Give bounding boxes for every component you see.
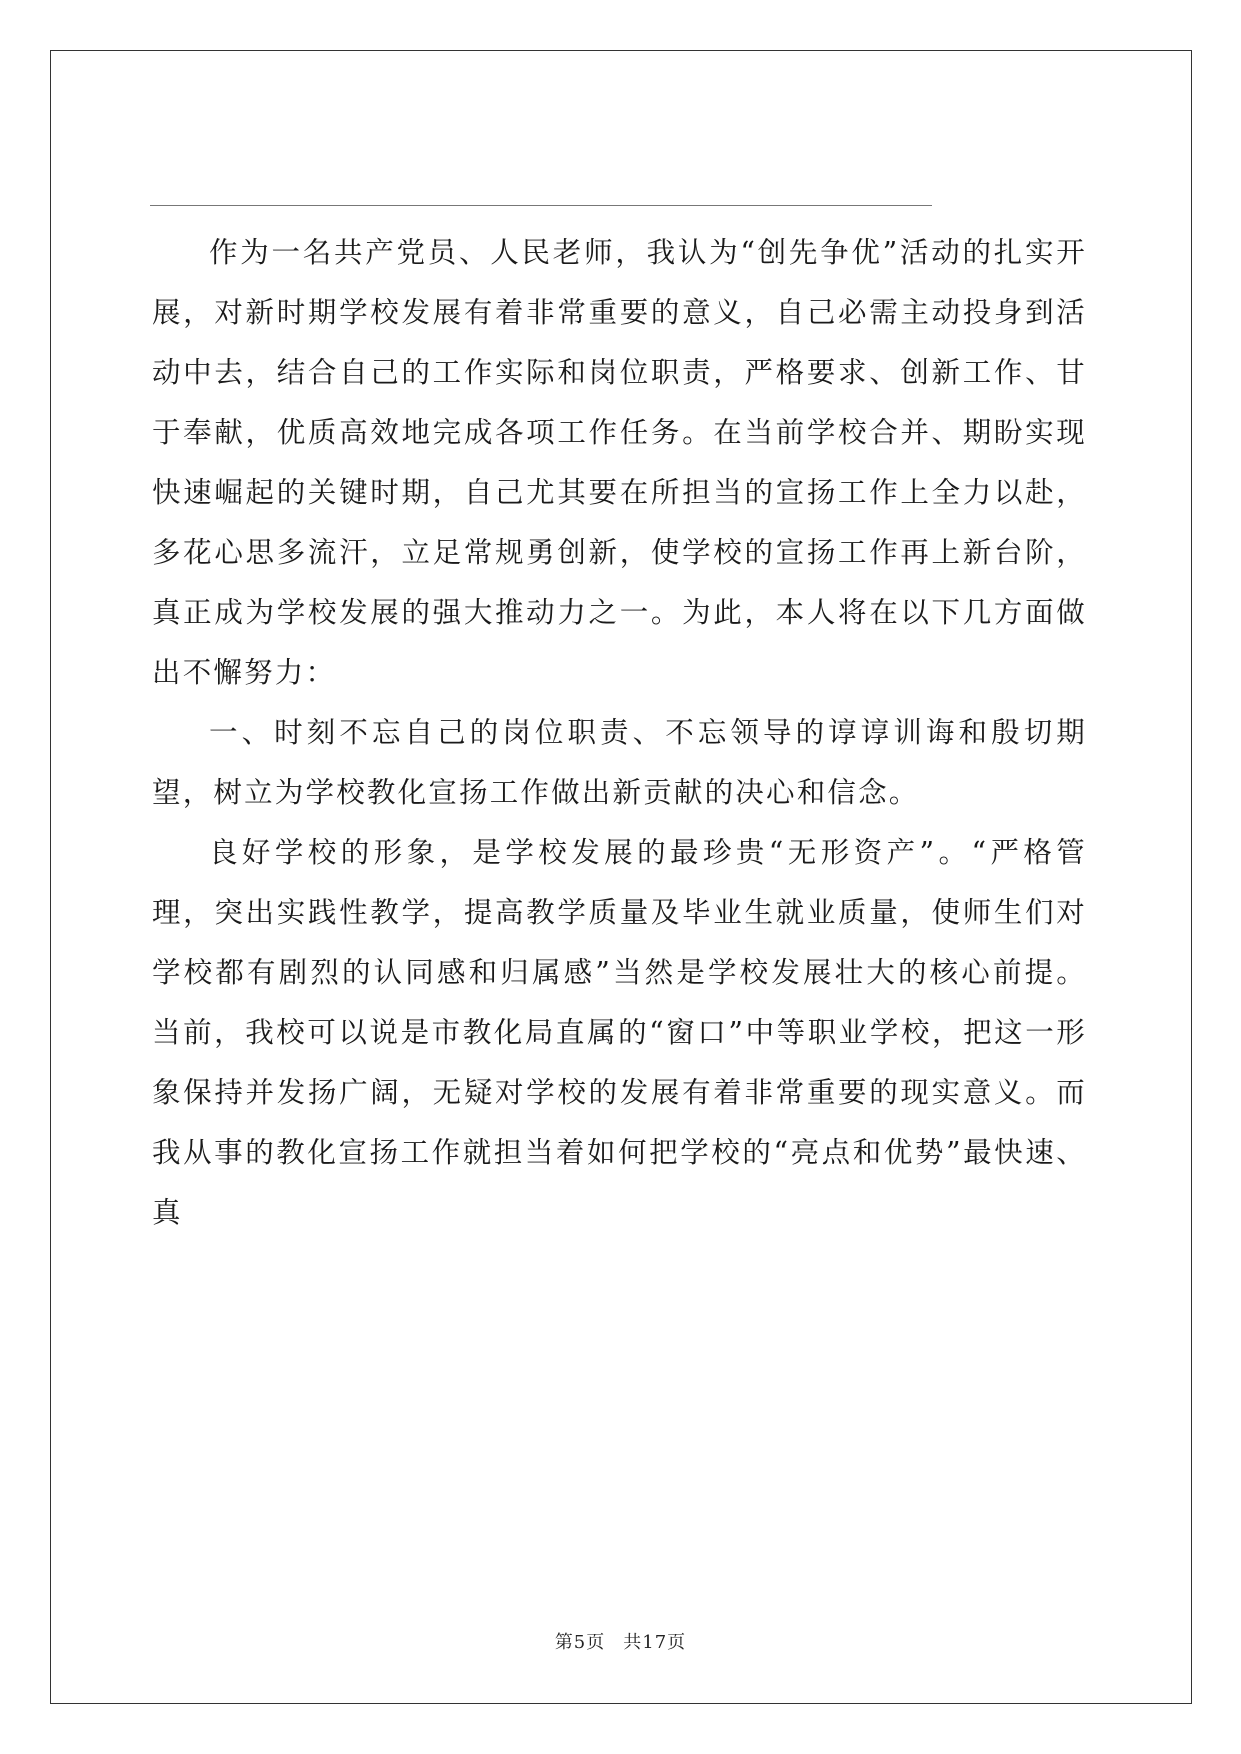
page-number: 第5页 — [554, 1632, 606, 1653]
paragraph: 一、时刻不忘自己的岗位职责、不忘领导的谆谆训诲和殷切期望，树立为学校教化宣扬工作做出新贡献的决心和信念。 — [152, 716, 1087, 809]
paragraph: 作为一名共产党员、人民老师，我认为“创先争优”活动的扎实开展，对新时期学校发展有着非常重要的意义，自己必需主动投身到活动中去，结合自己的工作实际和岗位职责，严格要求、创新工作、甘于奉献，优质高效地完成各项工作任务。在当前学校合并、期盼实现快速崛起的关键时期，自己尤其要在所担当的宣扬工作上全力以赴，多花心思多流汗，立足常规勇创新，使学校的宣扬工作再上新台阶，真正成为学校发展的强大推动力之一。为此，本人将在以下几方面做出不懈努力： — [152, 236, 1087, 689]
page-footer — [0, 1628, 1241, 1654]
header-rule — [150, 205, 932, 206]
document-body — [152, 223, 1087, 1243]
paragraph: 良好学校的形象，是学校发展的最珍贵“无形资产”。“严格管理，突出实践性教学，提高教学质量及毕业生就业质量，使师生们对学校都有剧烈的认同感和归属感”当然是学校发展壮大的核心前提。当前，我校可以说是市教化局直属的“窗口”中等职业学校，把这一形象保持并发扬广阔，无疑对学校的发展有着非常重要的现实意义。而我从事的教化宣扬工作就担当着如何把学校的“亮点和优势”最快速、真 — [152, 836, 1087, 1229]
page-total: 共17页 — [623, 1632, 687, 1653]
